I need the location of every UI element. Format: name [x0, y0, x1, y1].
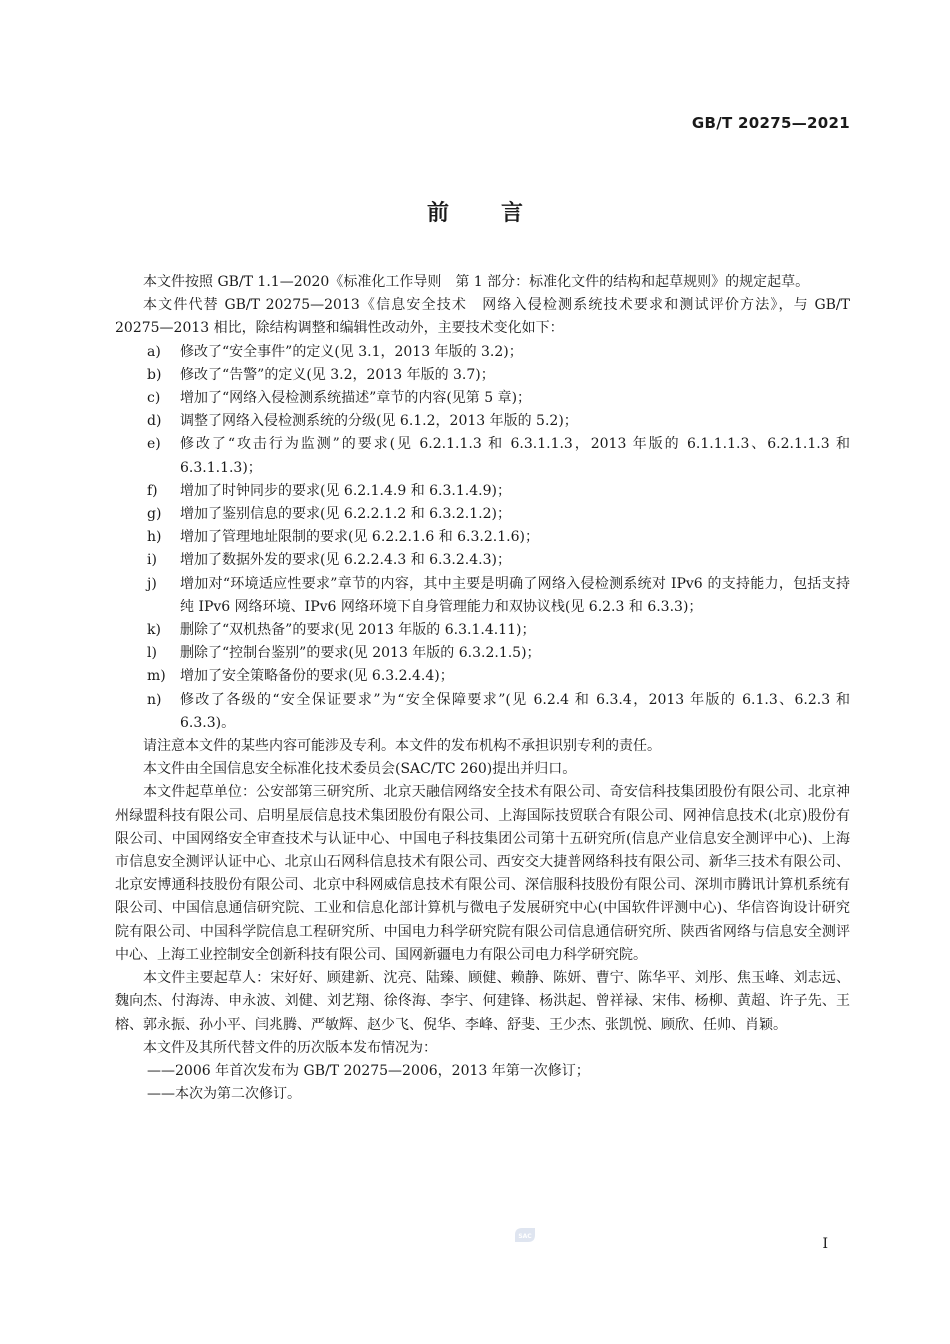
history-intro-paragraph: 本文件及其所代替文件的历次版本发布情况为：: [143, 1039, 437, 1056]
list-item: [115, 549, 850, 572]
history-item: ——本次为第二次修订。: [147, 1086, 301, 1103]
list-item: [115, 642, 850, 665]
page-title: 前言: [426, 201, 575, 226]
foreword-content: [115, 271, 850, 1106]
list-item-text: 删除了“双机热备”的要求(见 2013 年版的 6.3.1.4.11)；: [180, 622, 536, 639]
list-marker: j): [147, 575, 157, 592]
drafting-rule-paragraph: 本文件按照 GB/T 1.1—2020《标准化工作导则 第 1 部分：标准化文件的结构和起草规则》的规定起草。: [143, 274, 810, 290]
list-marker: k): [147, 622, 161, 639]
list-item-text: 增加了安全策略备份的要求(见 6.3.2.4.4)；: [180, 668, 454, 685]
sac-logo-icon: [513, 1226, 537, 1244]
list-item-text: 增加了时钟同步的要求(见 6.2.1.4.9 和 6.3.1.4.9)；: [180, 482, 511, 499]
list-item-text: 增加了数据外发的要求(见 6.2.2.4.3 和 6.3.2.4.3)；: [180, 552, 511, 569]
list-item-text: 修改了“安全事件”的定义(见 3.1，2013 年版的 3.2)；: [180, 343, 523, 360]
changes-list: [115, 341, 850, 735]
list-item-text: 删除了“控制台鉴别”的要求(见 2013 年版的 6.3.2.1.5)；: [180, 645, 541, 662]
list-item-text: 增加了“网络入侵检测系统描述”章节的内容(见第 5 章)；: [180, 390, 532, 407]
list-item-text: 修改了各级的“安全保证要求”为“安全保障要求”(见 6.2.4 和 6.3.4，2013 年版的 6.1.3、6.2.3 和 6.3.3)。: [180, 691, 850, 731]
list-item: [115, 341, 850, 364]
proposing-body-paragraph: 本文件由全国信息安全标准化技术委员会(SAC/TC 260)提出并归口。: [143, 761, 577, 778]
logo-text: SAC: [518, 1233, 532, 1240]
list-marker: l): [147, 645, 157, 662]
list-marker: d): [147, 413, 162, 430]
list-item: [115, 387, 850, 410]
standard-number: GB/T 20275—2021: [691, 114, 850, 132]
list-item: [115, 689, 850, 735]
list-item-text: 增加对“环境适应性要求”章节的内容，其中主要是明确了网络入侵检测系统对 IPv6 的支持能力，包括支持纯 IPv6 网络环境、IPv6 网络环境下自身管理能力和双协议栈(见 6.2.3 和 6.3.3)；: [180, 575, 850, 615]
list-item: [115, 619, 850, 642]
list-item-text: 修改了“告警”的定义(见 3.2，2013 年版的 3.7)；: [180, 366, 495, 383]
list-marker: n): [147, 691, 162, 708]
list-marker: f): [147, 482, 158, 499]
list-marker: i): [147, 552, 157, 569]
list-marker: c): [147, 390, 161, 407]
drafters-paragraph: 本文件主要起草人：宋好好、顾建新、沈亮、陆臻、顾健、赖静、陈妍、曹宁、陈华平、刘彤、焦玉峰、刘志远、魏向杰、付海涛、申永波、刘健、刘艺翔、徐佟海、李宇、何建锋、杨洪起、曾祥禄、宋伟、杨柳、黄超、许子先、王榕、郭永振、孙小平、闫兆腾、严敏辉、赵少飞、倪华、李峰、舒斐、王少杰、张凯悦、顾欣、任帅、肖颖。: [115, 970, 850, 1033]
list-item: [115, 526, 850, 549]
drafting-units-paragraph: 本文件起草单位：公安部第三研究所、北京天融信网络安全技术有限公司、奇安信科技集团股份有限公司、北京神州绿盟科技有限公司、启明星辰信息技术集团股份有限公司、上海国际技贸联合有限公司、网神信息技术(北京)股份有限公司、中国网络安全审查技术与认证中心、中国电子科技集团公司第十五研究所(信息产业信息安全测评中心)、上海市信息安全测评认证中心、北京山石网科信息技术有限公司、西安交大捷普网络科技有限公司、新华三技术有限公司、北京安博通科技股份有限公司、北京中科网威信息技术有限公司、深信服科技股份有限公司、深圳市腾讯计算机系统有限公司、中国信息通信研究院、工业和信息化部计算机与微电子发展研究中心(中国软件评测中心)、华信咨询设计研究院有限公司、中国科学院信息工程研究所、中国电力科学研究院有限公司信息通信研究所、陕西省网络与信息安全测评中心、上海工业控制安全创新科技有限公司、国网新疆电力有限公司电力科学研究院。: [115, 784, 850, 963]
list-item: [115, 433, 850, 479]
patent-notice-paragraph: 请注意本文件的某些内容可能涉及专利。本文件的发布机构不承担识别专利的责任。: [143, 738, 661, 755]
list-marker: g): [147, 506, 162, 523]
replacement-paragraph: 本文件代替 GB/T 20275—2013《信息安全技术 网络入侵检测系统技术要求和测试评价方法》，与 GB/T 20275—2013 相比，除结构调整和编辑性改动外，主要技术变化如下：: [115, 297, 850, 337]
list-marker: h): [147, 529, 162, 546]
list-item: [115, 573, 850, 619]
list-item-text: 修改了“攻击行为监测”的要求(见 6.2.1.1.3 和 6.3.1.1.3，2013 年版的 6.1.1.1.3、6.2.1.1.3 和 6.3.1.1.3)；: [180, 436, 850, 476]
list-item: [115, 503, 850, 526]
list-item-text: 增加了鉴别信息的要求(见 6.2.2.1.2 和 6.3.2.1.2)；: [180, 506, 511, 523]
list-item: [115, 480, 850, 503]
list-marker: e): [147, 436, 161, 453]
list-item-text: 增加了管理地址限制的要求(见 6.2.2.1.6 和 6.3.2.1.6)；: [180, 529, 539, 546]
list-item: [115, 364, 850, 387]
list-item-text: 调整了网络入侵检测系统的分级(见 6.1.2，2013 年版的 5.2)；: [180, 413, 578, 430]
list-marker: a): [147, 343, 161, 360]
list-item: [115, 410, 850, 433]
page-number: I: [822, 1236, 828, 1252]
list-marker: m): [147, 668, 166, 685]
history-item: ——2006 年首次发布为 GB/T 20275—2006，2013 年第一次修订；: [147, 1062, 590, 1079]
list-item: [115, 665, 850, 688]
list-marker: b): [147, 366, 162, 383]
